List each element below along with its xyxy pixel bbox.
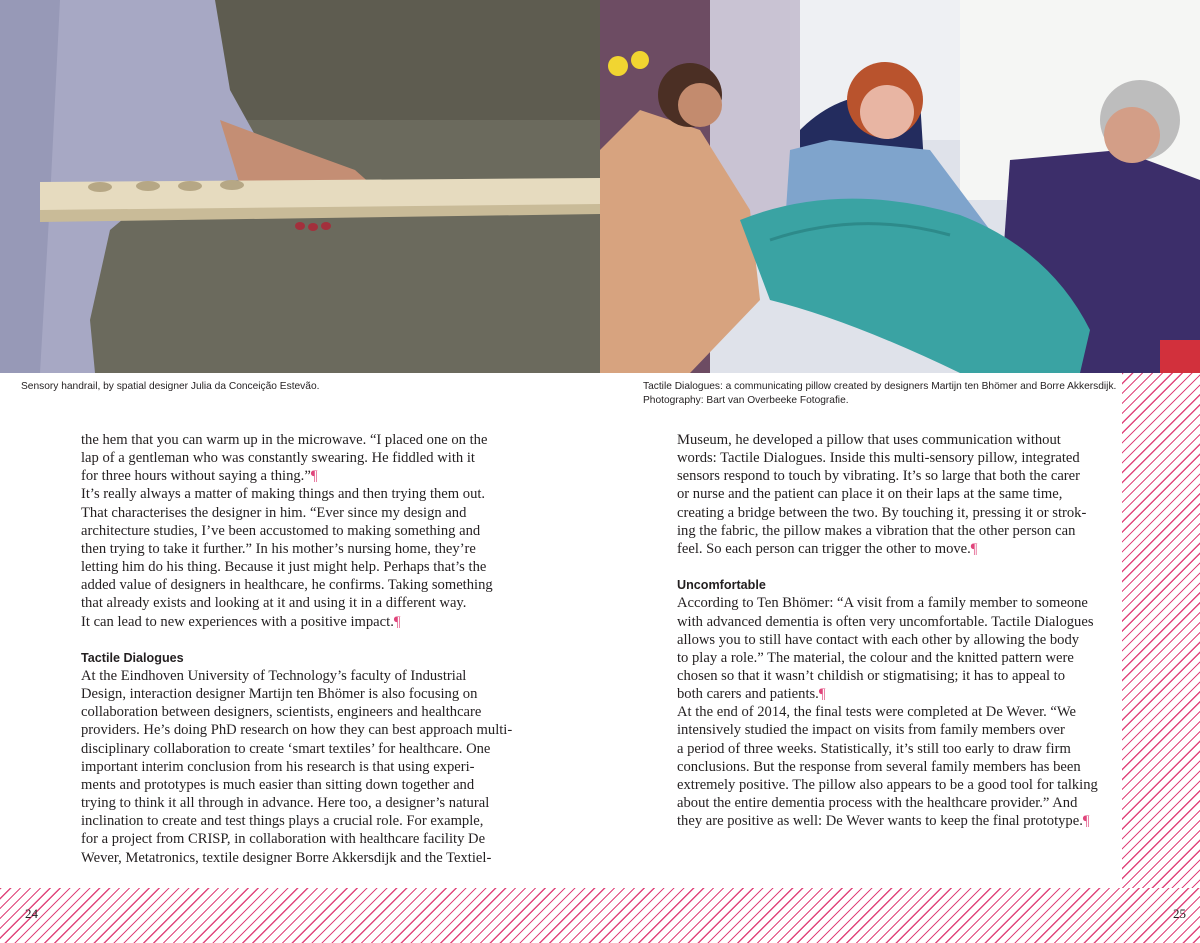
text-line: Wever, Metatronics, textile designer Borre Akkersdijk and the Textiel- xyxy=(81,849,492,866)
text-line xyxy=(677,812,1117,830)
text-line: Museum, he developed a pillow that uses communication without xyxy=(677,432,1061,448)
text-line: inclination to create and test things plays a crucial role. For example, xyxy=(81,813,484,830)
text-line: Design, interaction designer Martijn ten Bhömer is also focusing on xyxy=(81,686,478,703)
caption-tactile-dialogues xyxy=(643,380,1117,408)
hatch-pattern-right xyxy=(1122,373,1200,888)
text-line: letting him do his thing. Because it just might help. Perhaps that’s the xyxy=(81,559,487,576)
text-line: At the Eindhoven University of Technology’s faculty of Industrial xyxy=(81,668,467,685)
text-line-content: It can lead to new experiences with a positive impact. xyxy=(81,613,394,630)
hatch-pattern-bottom xyxy=(0,888,1200,943)
text-line-content: both carers and patients. xyxy=(677,686,819,703)
page-number-left: 24 xyxy=(25,906,38,921)
text-line: disciplinary collaboration to create ‘smart textiles’ for healthcare. One xyxy=(81,740,491,757)
text-line: for a project from CRISP, in collaboration with healthcare facility De xyxy=(81,831,486,848)
text-line: to play a role.” The material, the colour and the knitted pattern were xyxy=(677,649,1074,666)
pilcrow-mark: ¶ xyxy=(1082,813,1090,830)
text-line: then trying to take it further.” In his mother’s nursing home, they’re xyxy=(81,540,476,557)
pilcrow-mark: ¶ xyxy=(818,686,826,703)
right-text-column xyxy=(677,431,1117,830)
text-line: That characterises the designer in him. “Ever since my design and xyxy=(81,504,467,521)
text-line: the hem that you can warm up in the microwave. “I placed one on the xyxy=(81,432,488,448)
text-line: a period of three weeks. Statistically, it’s still too early to draw firm xyxy=(677,740,1071,757)
text-line: words: Tactile Dialogues. Inside this multi-sensory pillow, integrated xyxy=(677,450,1080,467)
page-number-right: 25 xyxy=(1173,906,1186,921)
pilcrow-mark: ¶ xyxy=(970,540,978,557)
text-line xyxy=(677,540,1117,558)
text-line: or nurse and the patient can place it on their laps at the same time, xyxy=(677,486,1063,503)
text-line: sensors respond to touch by vibrating. It’s so large that both the carer xyxy=(677,468,1080,485)
section-heading-uncomfortable: Uncomfortable xyxy=(677,578,766,593)
handrail-image xyxy=(0,0,600,373)
text-line: providers. He’s doing PhD research on how they can best approach multi- xyxy=(81,722,513,739)
text-line xyxy=(677,685,1117,703)
text-line: intensively studied the impact on visits from family members over xyxy=(677,722,1065,739)
text-line-content: for three hours without saying a thing.” xyxy=(81,468,311,485)
text-line: with advanced dementia is often very uncomfortable. Tactile Dialogues xyxy=(677,613,1094,630)
text-line: It’s really always a matter of making things and then trying them out. xyxy=(81,486,486,503)
text-line xyxy=(81,613,526,631)
text-line: allows you to still have contact with each other by allowing the body xyxy=(677,631,1080,648)
paragraph-gap xyxy=(677,558,1117,576)
left-text-column xyxy=(81,431,526,867)
text-line: trying to think it all through in advance. Here too, a designer’s natural xyxy=(81,795,490,812)
text-line: ments and prototypes is much easier than sitting down together and xyxy=(81,776,475,793)
pilcrow-mark: ¶ xyxy=(393,613,401,630)
caption-left-text: Sensory handrail, by spatial designer Julia da Conceição Estevão. xyxy=(21,381,320,392)
tactile-dialogues-photo xyxy=(600,0,1200,373)
tactile-dialogues-image xyxy=(600,0,1200,373)
pilcrow-mark: ¶ xyxy=(310,468,318,485)
text-line: According to Ten Bhömer: “A visit from a family member to someone xyxy=(677,595,1088,612)
text-line: ing the fabric, the pillow makes a vibration that the other person can xyxy=(677,522,1076,539)
text-line-content: they are positive as well: De Wever wants to keep the final prototype. xyxy=(677,813,1083,830)
text-line: conclusions. But the response from several family members has been xyxy=(677,758,1081,775)
text-line: collaboration between designers, scientists, engineers and healthcare xyxy=(81,704,482,721)
text-line: extremely positive. The pillow also appears to be a good tool for talking xyxy=(677,776,1098,793)
caption-right-line: Tactile Dialogues: a communicating pillow created by designers Martijn ten Bhömer and Borre Akkersdijk. xyxy=(643,381,1117,392)
text-line: lap of a gentleman who was constantly swearing. He fiddled with it xyxy=(81,450,475,467)
caption-right-credit: Photography: Bart van Overbeeke Fotografie. xyxy=(643,395,849,406)
text-line-content: feel. So each person can trigger the other to move. xyxy=(677,540,971,557)
caption-handrail xyxy=(21,380,581,394)
paragraph-gap xyxy=(81,631,526,649)
text-line: chosen so that it wasn’t childish or stigmatising; it has to appeal to xyxy=(677,668,1066,685)
text-line: At the end of 2014, the final tests were completed at De Wever. “We xyxy=(677,704,1076,721)
text-line: architecture studies, I’ve been accustomed to making something and xyxy=(81,522,481,539)
handrail-photo xyxy=(0,0,600,373)
text-line: added value of designers in healthcare, he confirms. Taking something xyxy=(81,577,493,594)
section-heading-tactile-dialogues: Tactile Dialogues xyxy=(81,650,184,665)
text-line: creating a bridge between the two. By touching it, pressing it or strok- xyxy=(677,504,1087,521)
text-line: that already exists and looking at it and using it in a different way. xyxy=(81,595,467,612)
text-line xyxy=(81,467,526,485)
text-line: important interim conclusion from his research is that using experi- xyxy=(81,758,475,775)
text-line: about the entire dementia process with the healthcare provider.” And xyxy=(677,795,1078,812)
